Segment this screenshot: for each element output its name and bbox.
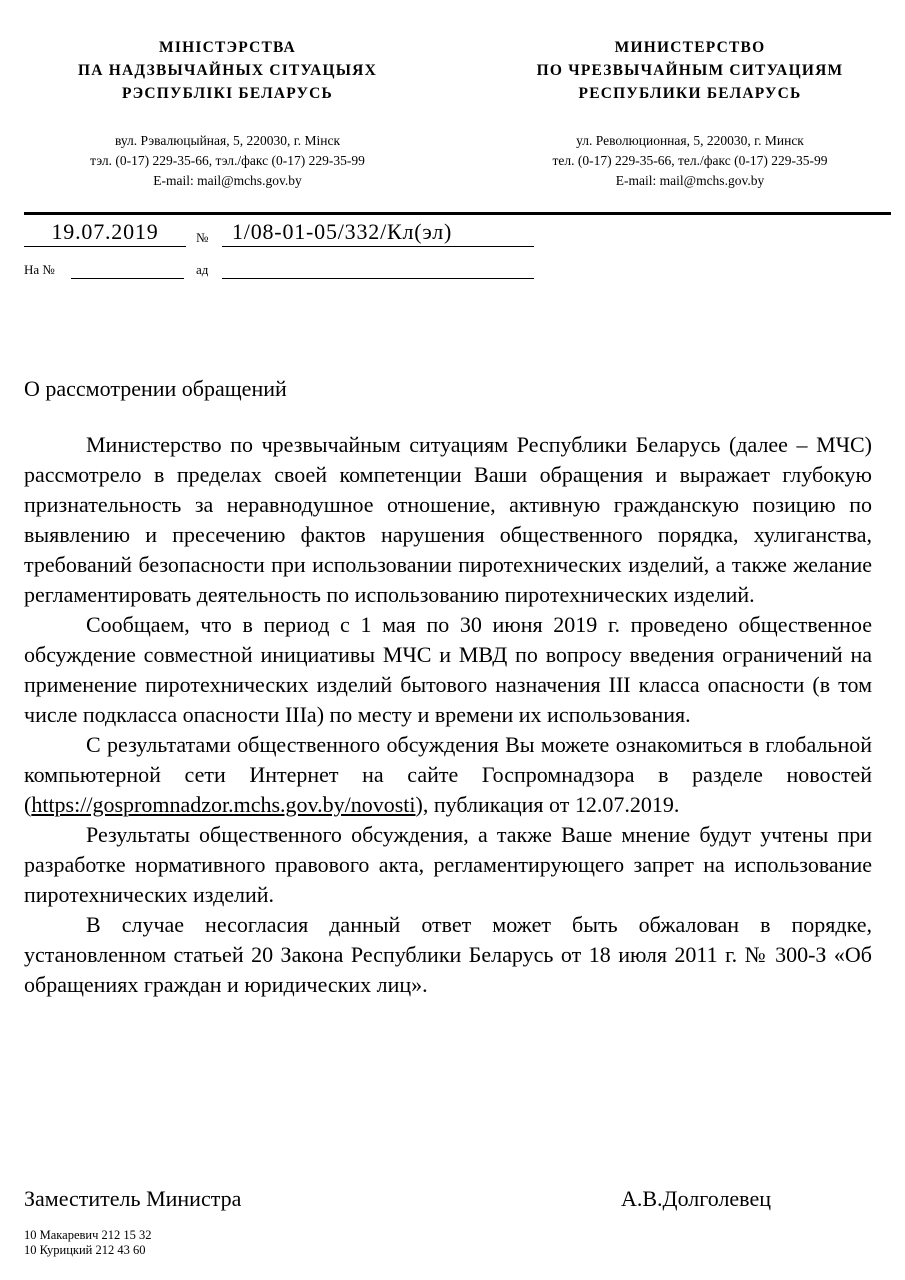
from-date-label: ад <box>196 262 209 277</box>
header-divider <box>24 212 891 215</box>
signatory-name: А.В.Долголевец <box>621 1186 771 1211</box>
gospromnadzor-news-link[interactable]: https://gospromnadzor.mchs.gov.by/novosti <box>31 792 416 817</box>
letterhead-belarusian <box>30 36 425 191</box>
org-name-ru: МИНИСТЕРСТВО ПО ЧРЕЗВЫЧАЙНЫМ СИТУАЦИЯМ РЕСПУБЛИКИ БЕЛАРУСЬ <box>536 39 844 102</box>
reply-to-underline <box>71 278 184 279</box>
body-paragraph-2: Сообщаем, что в период с 1 мая по 30 июня 2019 г. проведено общественное обсуждение совместной инициативы МЧС и МВД по вопросу введения ограничений на применение пиротехнических изделий бытового назначения III класса опасности (в том числе подкласса опасности IIIа) по месту и времени их использования. <box>24 612 872 727</box>
date-underline <box>24 246 186 247</box>
letter-subject: О рассмотрении обращений <box>24 376 287 401</box>
number-underline <box>222 246 534 247</box>
from-date-underline <box>222 278 534 279</box>
body-paragraph-3: С результатами общественного обсуждения Вы можете ознакомиться в глобальной компьютерной сети Интернет на сайте Госпромнадзора в разделе новостей (https://gospromnadzor.mchs.gov.by/novosti), публикация от 12.07.2019. <box>24 732 872 817</box>
executor-line: 10 Курицкий 212 43 60 <box>24 1243 146 1257</box>
signatory-title: Заместитель Министра <box>24 1186 242 1211</box>
body-paragraph-1: Министерство по чрезвычайным ситуациям Республики Беларусь (далее – МЧС) рассмотрело в пределах своей компетенции Ваши обращения и выражает глубокую признательность за неравнодушное отношение, активную гражданскую позицию по выявлению и пресечению фактов нарушения общественного порядка, хулиганства, требований безопасности при использовании пиротехнических изделий, а также желание регламентировать деятельность по использованию пиротехнических изделий. <box>24 432 872 607</box>
document-date: 19.07.2019 <box>51 219 159 244</box>
org-address-ru: ул. Революционная, 5, 220030, г. Минск тел. (0-17) 229-35-66, тел./факс (0-17) 229-35-99 E-mail: mail@mchs.gov.by <box>552 133 828 188</box>
body-paragraph-5: В случае несогласия данный ответ может быть обжалован в порядке, установленном статьей 20 Закона Республики Беларусь от 18 июля 2011 г. № 300-З «Об обращениях граждан и юридических лиц». <box>24 912 872 997</box>
letterhead-russian <box>485 36 895 191</box>
org-name-be: МІНІСТЭРСТВА ПА НАДЗВЫЧАЙНЫХ СІТУАЦЫЯХ РЭСПУБЛІКІ БЕЛАРУСЬ <box>78 39 377 102</box>
document-number: 1/08-01-05/332/Кл(эл) <box>232 219 453 244</box>
number-symbol: № <box>196 230 209 245</box>
org-address-be: вул. Рэвалюцыйная, 5, 220030, г. Мінск тэл. (0-17) 229-35-66, тэл./факс (0-17) 229-35-99 E-mail: mail@mchs.gov.by <box>90 133 365 188</box>
letter-body <box>24 430 872 1000</box>
executor-line: 10 Макаревич 212 15 32 <box>24 1228 152 1242</box>
reply-to-label: На № <box>24 262 55 277</box>
body-paragraph-4: Результаты общественного обсуждения, а также Ваше мнение будут учтены при разработке нормативного правового акта, регламентирующего запрет на использование пиротехнических изделий. <box>24 822 872 907</box>
